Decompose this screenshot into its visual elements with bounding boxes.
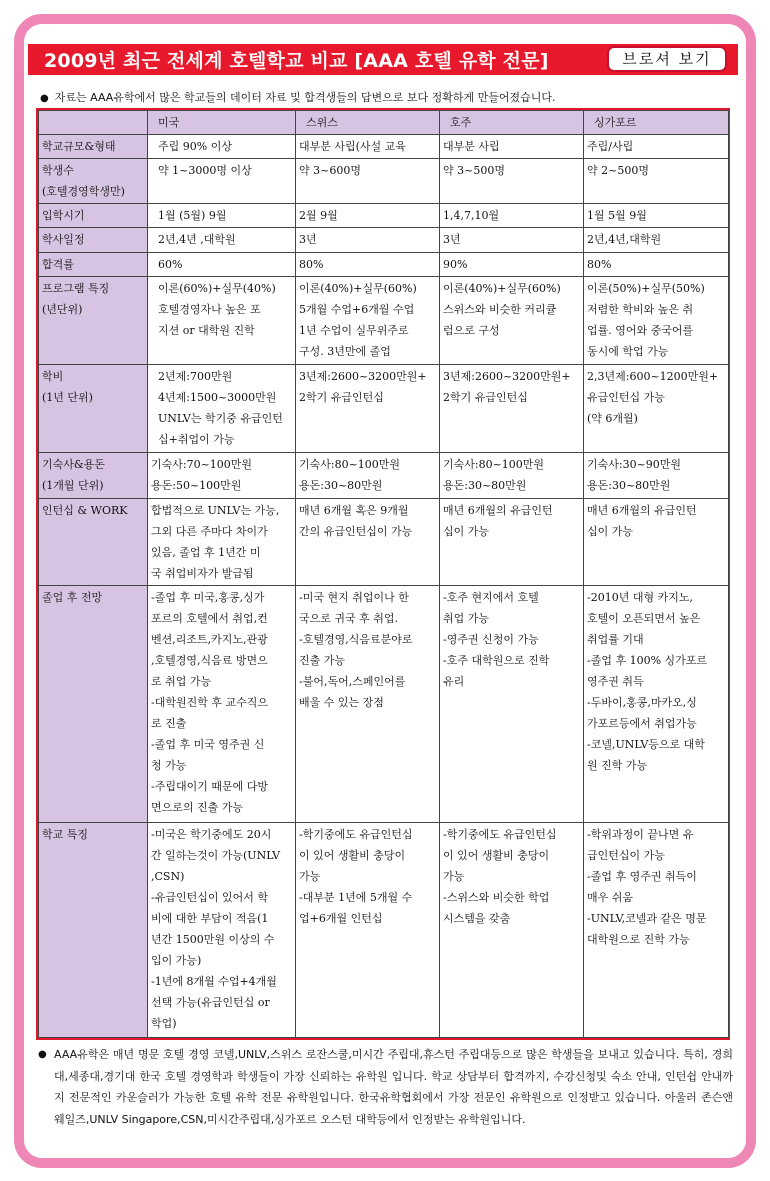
cell-line: 비에 대한 부담이 적음(1: [151, 911, 269, 925]
comparison-table: [36, 108, 730, 1040]
table-header-row: [39, 111, 729, 135]
cell-line: 대부분 사립: [443, 140, 500, 154]
table-row: [39, 228, 729, 252]
table-row: [39, 453, 729, 498]
cell-line: 80%: [587, 257, 612, 271]
cell-line: 매년 6개월의 유급인턴: [587, 503, 697, 517]
row-label-line: 인턴십 & WORK: [42, 503, 128, 517]
table-cell: [148, 453, 296, 498]
cell-line: 배울 수 있는 장점: [299, 695, 384, 709]
row-label: [39, 159, 148, 204]
row-label: [39, 228, 148, 252]
intro-text: [40, 89, 556, 105]
cell-line: 진출 가능: [299, 653, 346, 667]
cell-line: -졸업 후 영주권 취득이: [587, 869, 697, 883]
table-row: [39, 822, 729, 1037]
row-label: [39, 498, 148, 585]
cell-line: -호텔경영,식음료분야로: [299, 632, 413, 646]
table-cell: [296, 135, 440, 159]
cell-line: 1월 (5월) 9월: [158, 209, 227, 223]
row-label-line: 기숙사&용돈: [42, 458, 105, 472]
cell-line: 3년제:2600~3200만원+: [443, 370, 571, 384]
cell-line: 간의 유급인턴십이 가능: [299, 524, 413, 538]
row-label: [39, 365, 148, 453]
cell-line: 매년 6개월의 유급인턴: [443, 503, 553, 517]
cell-line: 2학기 유급인턴십: [443, 391, 528, 405]
cell-line: 스위스와 비슷한 커리큘: [443, 302, 557, 316]
cell-line: 2년,4년 ,대학원: [158, 233, 236, 247]
table-cell: [148, 276, 296, 364]
cell-line: (약 6개월): [587, 412, 638, 426]
cell-line: 1년 수업이 실무위주로: [299, 323, 409, 337]
cell-line: 학업): [151, 1016, 177, 1030]
row-label-line: (1개월 단위): [42, 479, 104, 493]
cell-line: 5개월 수업+6개월 수업: [299, 302, 415, 316]
cell-line: 주립/사립: [587, 140, 634, 154]
cell-line: 60%: [158, 257, 183, 271]
table-cell: [584, 135, 729, 159]
cell-line: 호텔경영자나 높은 포: [158, 302, 261, 316]
table-cell: [440, 365, 584, 453]
header-corner-cell: [39, 111, 148, 135]
cell-line: -대부분 1년에 5개월 수: [299, 890, 413, 904]
table-cell: [584, 276, 729, 364]
cell-line: 용돈:30~80만원: [443, 479, 527, 493]
cell-line: 약 1~3000명 이상: [158, 164, 252, 178]
row-label: [39, 453, 148, 498]
row-label: [39, 252, 148, 276]
table-cell: [440, 135, 584, 159]
table-cell: [148, 822, 296, 1037]
cell-line: 간 일하는것이 가능(UNLV: [151, 848, 281, 862]
table-cell: [296, 498, 440, 585]
cell-line: 3년제:2600~3200만원+: [299, 370, 427, 384]
cell-line: 포르의 호텔에서 취업,컨: [151, 611, 268, 625]
table-cell: [584, 204, 729, 228]
cell-line: -학기중에도 유급인턴십: [443, 827, 557, 841]
table-cell: [440, 204, 584, 228]
cell-line: 이 있어 생활비 충당이: [299, 848, 406, 862]
cell-line: 매우 쉬움: [587, 890, 634, 904]
cell-line: 용돈:30~80만원: [587, 479, 671, 493]
footer-note: [38, 1044, 733, 1130]
cell-line: 취업 가능: [443, 611, 490, 625]
table-cell: [296, 204, 440, 228]
cell-line: 기숙사:70~100만원: [151, 458, 253, 472]
row-label-line: 학교 특징: [42, 827, 89, 841]
cell-line: 이론(40%)+실무(60%): [299, 281, 417, 295]
cell-line: 용돈:30~80만원: [299, 479, 383, 493]
cell-line: -졸업 후 미국,홍콩,싱가: [151, 590, 265, 604]
cell-line: 취업률 기대: [587, 632, 644, 646]
table-row: [39, 159, 729, 204]
cell-line: -학위과정이 끝나면 유: [587, 827, 694, 841]
cell-line: UNLV는 학기중 유급인턴: [158, 412, 283, 426]
brochure-button[interactable]: 브로셔 보기: [607, 46, 727, 72]
cell-line: 급인턴십이 가능: [587, 848, 665, 862]
cell-line: 호텔이 오픈되면서 높은: [587, 611, 701, 625]
table-cell: [148, 585, 296, 822]
cell-line: -1년에 8개월 수업+4개월: [151, 974, 277, 988]
comparison-grid: [38, 110, 729, 1038]
cell-line: ,CSN): [151, 869, 185, 883]
cell-line: -호주 대학원으로 진학: [443, 653, 550, 667]
row-label-line: 학사일정: [42, 233, 85, 247]
cell-line: 2년제:700만원: [158, 370, 233, 384]
table-cell: [584, 498, 729, 585]
cell-line: 가능: [299, 869, 321, 883]
cell-line: 지션 or 대학원 진학: [158, 323, 255, 337]
row-label: [39, 822, 148, 1037]
cell-line: -학기중에도 유급인턴십: [299, 827, 413, 841]
cell-line: 벤션,리조트,카지노,관광: [151, 632, 268, 646]
cell-line: 유급인턴십 가능: [587, 391, 665, 405]
cell-line: 3년: [443, 233, 461, 247]
row-label: [39, 585, 148, 822]
cell-line: 업+6개월 인턴십: [299, 911, 383, 925]
cell-line: 합법적으로 UNLV는 가능,: [151, 503, 280, 517]
cell-line: -코넬,UNLV등으로 대학: [587, 737, 705, 751]
table-row: [39, 498, 729, 585]
table-cell: [296, 252, 440, 276]
cell-line: -두바이,홍콩,마카오,싱: [587, 695, 697, 709]
column-header: 스위스: [296, 111, 440, 135]
cell-line: 주립 90% 이상: [158, 140, 232, 154]
cell-line: ,호텔경영,식음료 방면으: [151, 653, 268, 667]
table-cell: [584, 453, 729, 498]
cell-line: 4년제:1500~3000만원: [158, 391, 277, 405]
cell-line: -2010년 대형 카지노,: [587, 590, 693, 604]
table-cell: [296, 453, 440, 498]
intro-label: 자료는 AAA유학에서 많은 학교들의 데이터 자료 및 합격생들의 답변으로 보다 정확하게 만들어졌습니다.: [54, 91, 556, 104]
cell-line: 십이 가능: [443, 524, 490, 538]
table-cell: [440, 159, 584, 204]
cell-line: 십+취업이 가능: [158, 433, 235, 447]
cell-line: 동시에 학업 가능: [587, 344, 669, 358]
cell-line: 대학원으로 진학 가능: [587, 932, 690, 946]
cell-line: 기숙사:80~100만원: [299, 458, 401, 472]
cell-line: 기숙사:30~90만원: [587, 458, 682, 472]
cell-line: 대부분 사립(사설 교육: [299, 140, 406, 154]
table-cell: [584, 159, 729, 204]
row-label: [39, 204, 148, 228]
cell-line: 있음, 졸업 후 1년간 미: [151, 545, 261, 559]
cell-line: 입이 가능): [151, 953, 202, 967]
cell-line: 2월 9월: [299, 209, 338, 223]
cell-line: 국 취업비자가 발급됨: [151, 566, 254, 580]
table-cell: [440, 252, 584, 276]
row-label-line: 학교규모&형태: [42, 140, 116, 154]
table-cell: [440, 228, 584, 252]
row-label: [39, 276, 148, 364]
table-cell: [296, 276, 440, 364]
row-label: [39, 135, 148, 159]
table-cell: [296, 228, 440, 252]
table-row: [39, 204, 729, 228]
cell-line: 3년: [299, 233, 317, 247]
cell-line: 80%: [299, 257, 324, 271]
table-cell: [148, 204, 296, 228]
cell-line: 이론(50%)+실무(50%): [587, 281, 705, 295]
table-cell: [296, 585, 440, 822]
cell-line: 1,4,7,10월: [443, 209, 500, 223]
table-cell: [148, 365, 296, 453]
cell-line: -미국은 학기중에도 20시: [151, 827, 272, 841]
cell-line: 선택 가능(유급인턴십 or: [151, 995, 270, 1009]
cell-line: 국으로 귀국 후 취업.: [299, 611, 398, 625]
cell-line: 용돈:50~100만원: [151, 479, 242, 493]
cell-line: -스위스와 비슷한 학업: [443, 890, 550, 904]
row-label-line: 합격률: [42, 257, 74, 271]
cell-line: 약 2~500명: [587, 164, 649, 178]
row-label-line: 학생수: [42, 164, 74, 178]
cell-line: 이 있어 생활비 충당이: [443, 848, 550, 862]
cell-line: 십이 가능: [587, 524, 634, 538]
table-cell: [296, 159, 440, 204]
cell-line: 가포르등에서 취업가능: [587, 716, 697, 730]
cell-line: -유급인턴십이 있어서 학: [151, 890, 268, 904]
cell-line: 로 진출: [151, 716, 187, 730]
cell-line: 약 3~500명: [443, 164, 505, 178]
cell-line: 매년 6개월 혹은 9개월: [299, 503, 409, 517]
table-cell: [440, 498, 584, 585]
cell-line: 이론(60%)+실무(40%): [158, 281, 276, 295]
table-cell: [440, 822, 584, 1037]
column-header: 싱가포르: [584, 111, 729, 135]
cell-line: -주립대이기 때문에 다방: [151, 779, 268, 793]
bullet-icon: ●: [38, 1049, 47, 1060]
cell-line: -대학원진학 후 교수직으: [151, 695, 268, 709]
cell-line: -UNLV,코넬과 같은 명문: [587, 911, 707, 925]
cell-line: 유리: [443, 674, 465, 688]
cell-line: 90%: [443, 257, 468, 271]
cell-line: -불어,독어,스페인어를: [299, 674, 406, 688]
cell-line: -졸업 후 미국 영주권 신: [151, 737, 265, 751]
table-row: [39, 252, 729, 276]
cell-line: 2,3년제:600~1200만원+: [587, 370, 719, 384]
page-title: 2009년 최근 전세계 호텔학교 비교 [AAA 호텔 유학 전문]: [44, 50, 549, 72]
table-cell: [148, 252, 296, 276]
table-cell: [584, 252, 729, 276]
column-header: 호주: [440, 111, 584, 135]
cell-line: 그외 다른 주마다 차이가: [151, 524, 268, 538]
cell-line: -졸업 후 100% 싱가포르: [587, 653, 708, 667]
table-cell: [148, 228, 296, 252]
cell-line: -호주 현지에서 호텔: [443, 590, 539, 604]
cell-line: 1월 5월 9월: [587, 209, 647, 223]
cell-line: 원 진학 가능: [587, 758, 648, 772]
cell-line: 업률. 영어와 중국어를: [587, 323, 694, 337]
table-cell: [584, 228, 729, 252]
column-header: 미국: [148, 111, 296, 135]
row-label-line: (년단위): [42, 302, 83, 316]
cell-line: 구성. 3년만에 졸업: [299, 344, 391, 358]
cell-line: 약 3~600명: [299, 164, 361, 178]
cell-line: 저렴한 학비와 높은 취: [587, 302, 694, 316]
table-row: [39, 135, 729, 159]
cell-line: 이론(40%)+실무(60%): [443, 281, 561, 295]
cell-line: 영주권 취득: [587, 674, 644, 688]
table-cell: [584, 365, 729, 453]
table-row: [39, 585, 729, 822]
row-label-line: (호텔경영학생만): [42, 185, 125, 199]
cell-line: 기숙사:80~100만원: [443, 458, 545, 472]
cell-line: 년간 1500만원 이상의 수: [151, 932, 275, 946]
cell-line: 면으로의 진출 가능: [151, 800, 244, 814]
cell-line: 2년,4년,대학원: [587, 233, 662, 247]
table-cell: [440, 585, 584, 822]
table-cell: [296, 365, 440, 453]
cell-line: 청 가능: [151, 758, 187, 772]
row-label-line: 입학시기: [42, 209, 85, 223]
table-row: [39, 276, 729, 364]
cell-line: 로 취업 가능: [151, 674, 212, 688]
footer-text: AAA유학은 매년 명문 호텔 경영 코넬,UNLV,스위스 로잔스쿨,미시간 주립대,휴스턴 주립대등으로 많은 학생들을 보내고 있습니다. 특히, 경희대,세종대,경기대 한국 호텔 경영학과 학생들이 가장 신뢰하는 유학원 입니다. 학교 상담부터 합격까지, 수강신청및 숙소 안내, 인턴쉽 안내까지 전문적인 카운슬러가 가능한 호텔 유학 전문 유학원입니다. 한국유학협회에서 가장 전문인 유학원으로 인정받고 있습니다. 아울러 존슨앤 웨일즈,UNLV Singapore,CSN,미시간주립대,싱가포르 오스턴 대학등에서 인정받는 유학원입니다.: [54, 1048, 733, 1126]
table-cell: [296, 822, 440, 1037]
table-cell: [584, 585, 729, 822]
cell-line: 럼으로 구성: [443, 323, 500, 337]
table-row: [39, 365, 729, 453]
row-label-line: 졸업 후 전망: [42, 590, 103, 604]
cell-line: -미국 현지 취업이나 한: [299, 590, 409, 604]
cell-line: -영주권 신청이 가능: [443, 632, 539, 646]
table-cell: [440, 453, 584, 498]
cell-line: 2학기 유급인턴십: [299, 391, 384, 405]
bullet-icon: ●: [40, 93, 49, 104]
table-cell: [440, 276, 584, 364]
row-label-line: 프로그램 특징: [42, 281, 110, 295]
row-label-line: (1년 단위): [42, 391, 93, 405]
table-cell: [584, 822, 729, 1037]
cell-line: 가능: [443, 869, 465, 883]
cell-line: 시스템을 갖춤: [443, 911, 511, 925]
row-label-line: 학비: [42, 370, 64, 384]
table-cell: [148, 159, 296, 204]
table-cell: [148, 498, 296, 585]
table-cell: [148, 135, 296, 159]
